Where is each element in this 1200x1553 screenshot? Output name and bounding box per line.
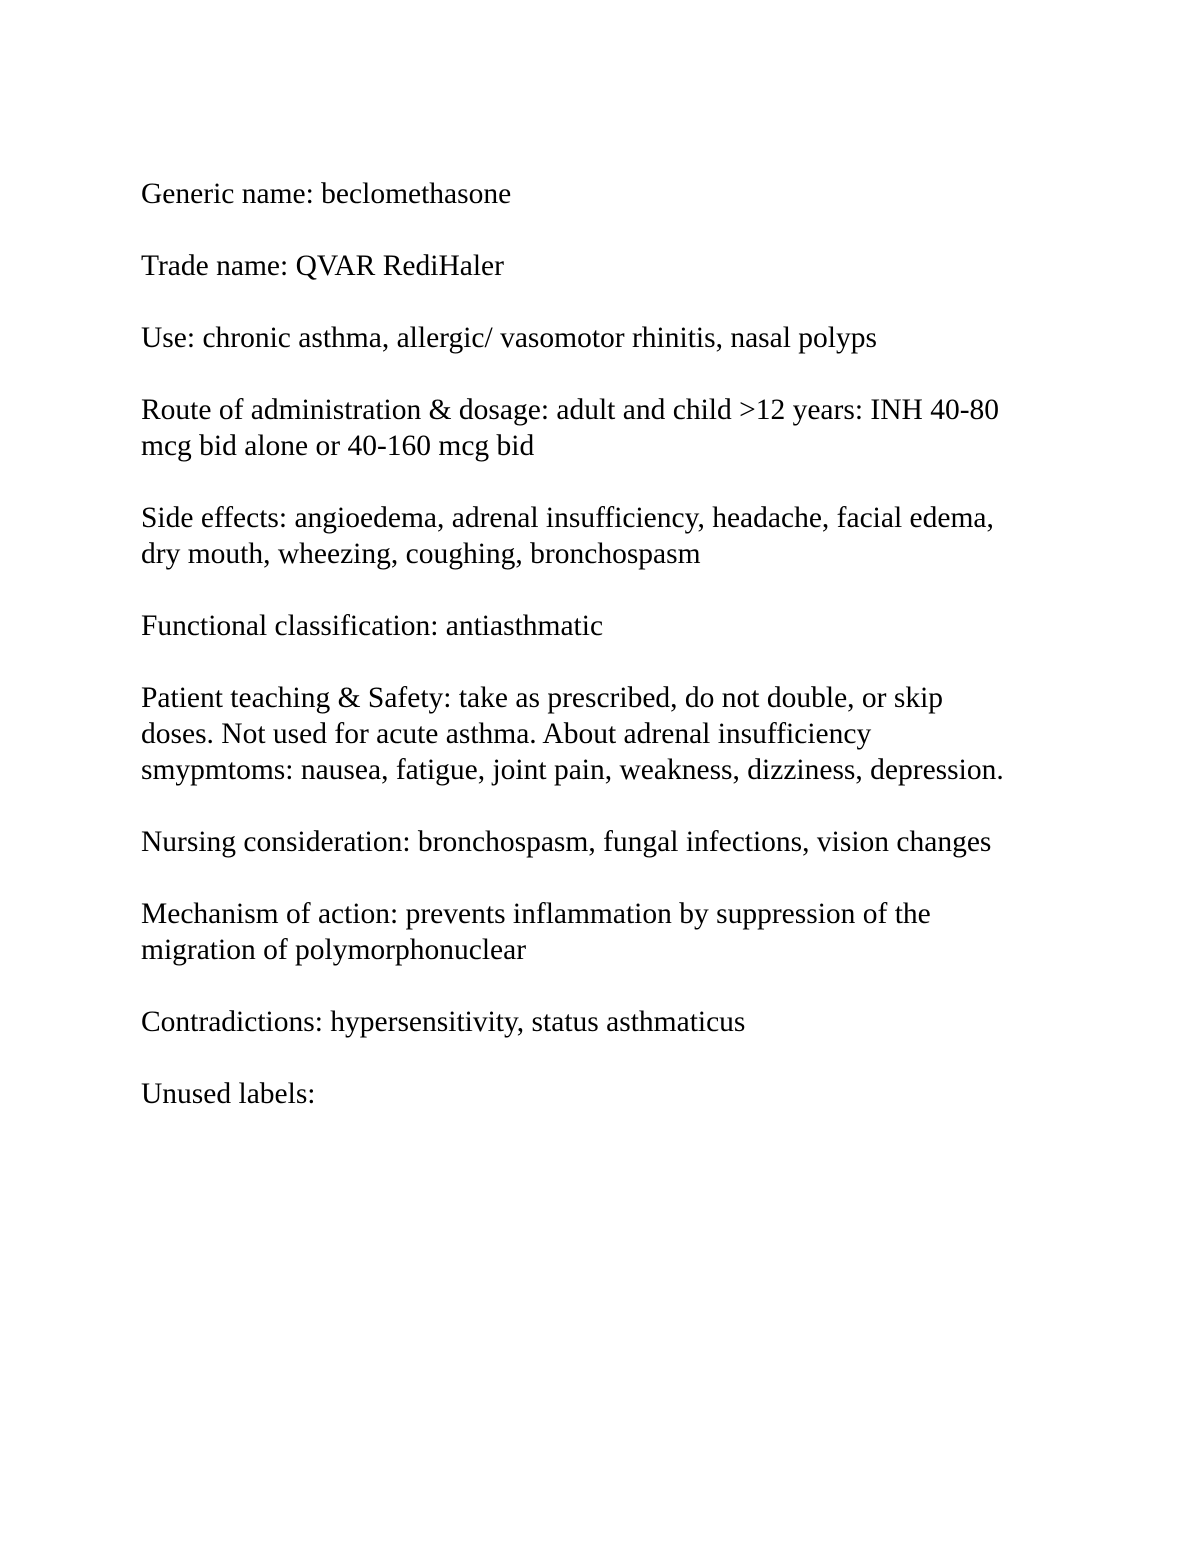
contradictions-entry	[141, 1004, 1081, 1040]
document-body	[141, 176, 1081, 1148]
route-dosage-entry	[141, 392, 1081, 464]
text-line: Nursing consideration: bronchospasm, fungal infections, vision changes	[141, 826, 992, 858]
text-line: Contradictions: hypersensitivity, status asthmaticus	[141, 1006, 746, 1038]
unused-labels-entry	[141, 1076, 1081, 1112]
text-line: doses. Not used for acute asthma. About adrenal insufficiency	[141, 718, 872, 750]
side-effects-entry	[141, 500, 1081, 572]
trade-name-entry	[141, 248, 1081, 284]
text-line: Mechanism of action: prevents inflammation by suppression of the	[141, 898, 931, 930]
generic-name-entry	[141, 176, 1081, 212]
mechanism-of-action-entry	[141, 896, 1081, 968]
patient-teaching-entry	[141, 680, 1081, 788]
text-line: Generic name: beclomethasone	[141, 178, 512, 210]
text-line: Use: chronic asthma, allergic/ vasomotor rhinitis, nasal polyps	[141, 322, 877, 354]
text-line: Route of administration & dosage: adult and child >12 years: INH 40-80	[141, 394, 1000, 426]
text-line: Trade name: QVAR RediHaler	[141, 250, 504, 282]
text-line: migration of polymorphonuclear	[141, 934, 527, 966]
text-line: Side effects: angioedema, adrenal insufficiency, headache, facial edema,	[141, 502, 994, 534]
text-line: Unused labels:	[141, 1078, 316, 1110]
nursing-consideration-entry	[141, 824, 1081, 860]
text-line: Patient teaching & Safety: take as prescribed, do not double, or skip	[141, 682, 944, 714]
functional-classification-entry	[141, 608, 1081, 644]
text-line: mcg bid alone or 40-160 mcg bid	[141, 430, 535, 462]
use-entry	[141, 320, 1081, 356]
text-line: smypmtoms: nausea, fatigue, joint pain, weakness, dizziness, depression.	[141, 754, 1004, 786]
text-line: dry mouth, wheezing, coughing, bronchospasm	[141, 538, 701, 570]
text-line: Functional classification: antiasthmatic	[141, 610, 604, 642]
